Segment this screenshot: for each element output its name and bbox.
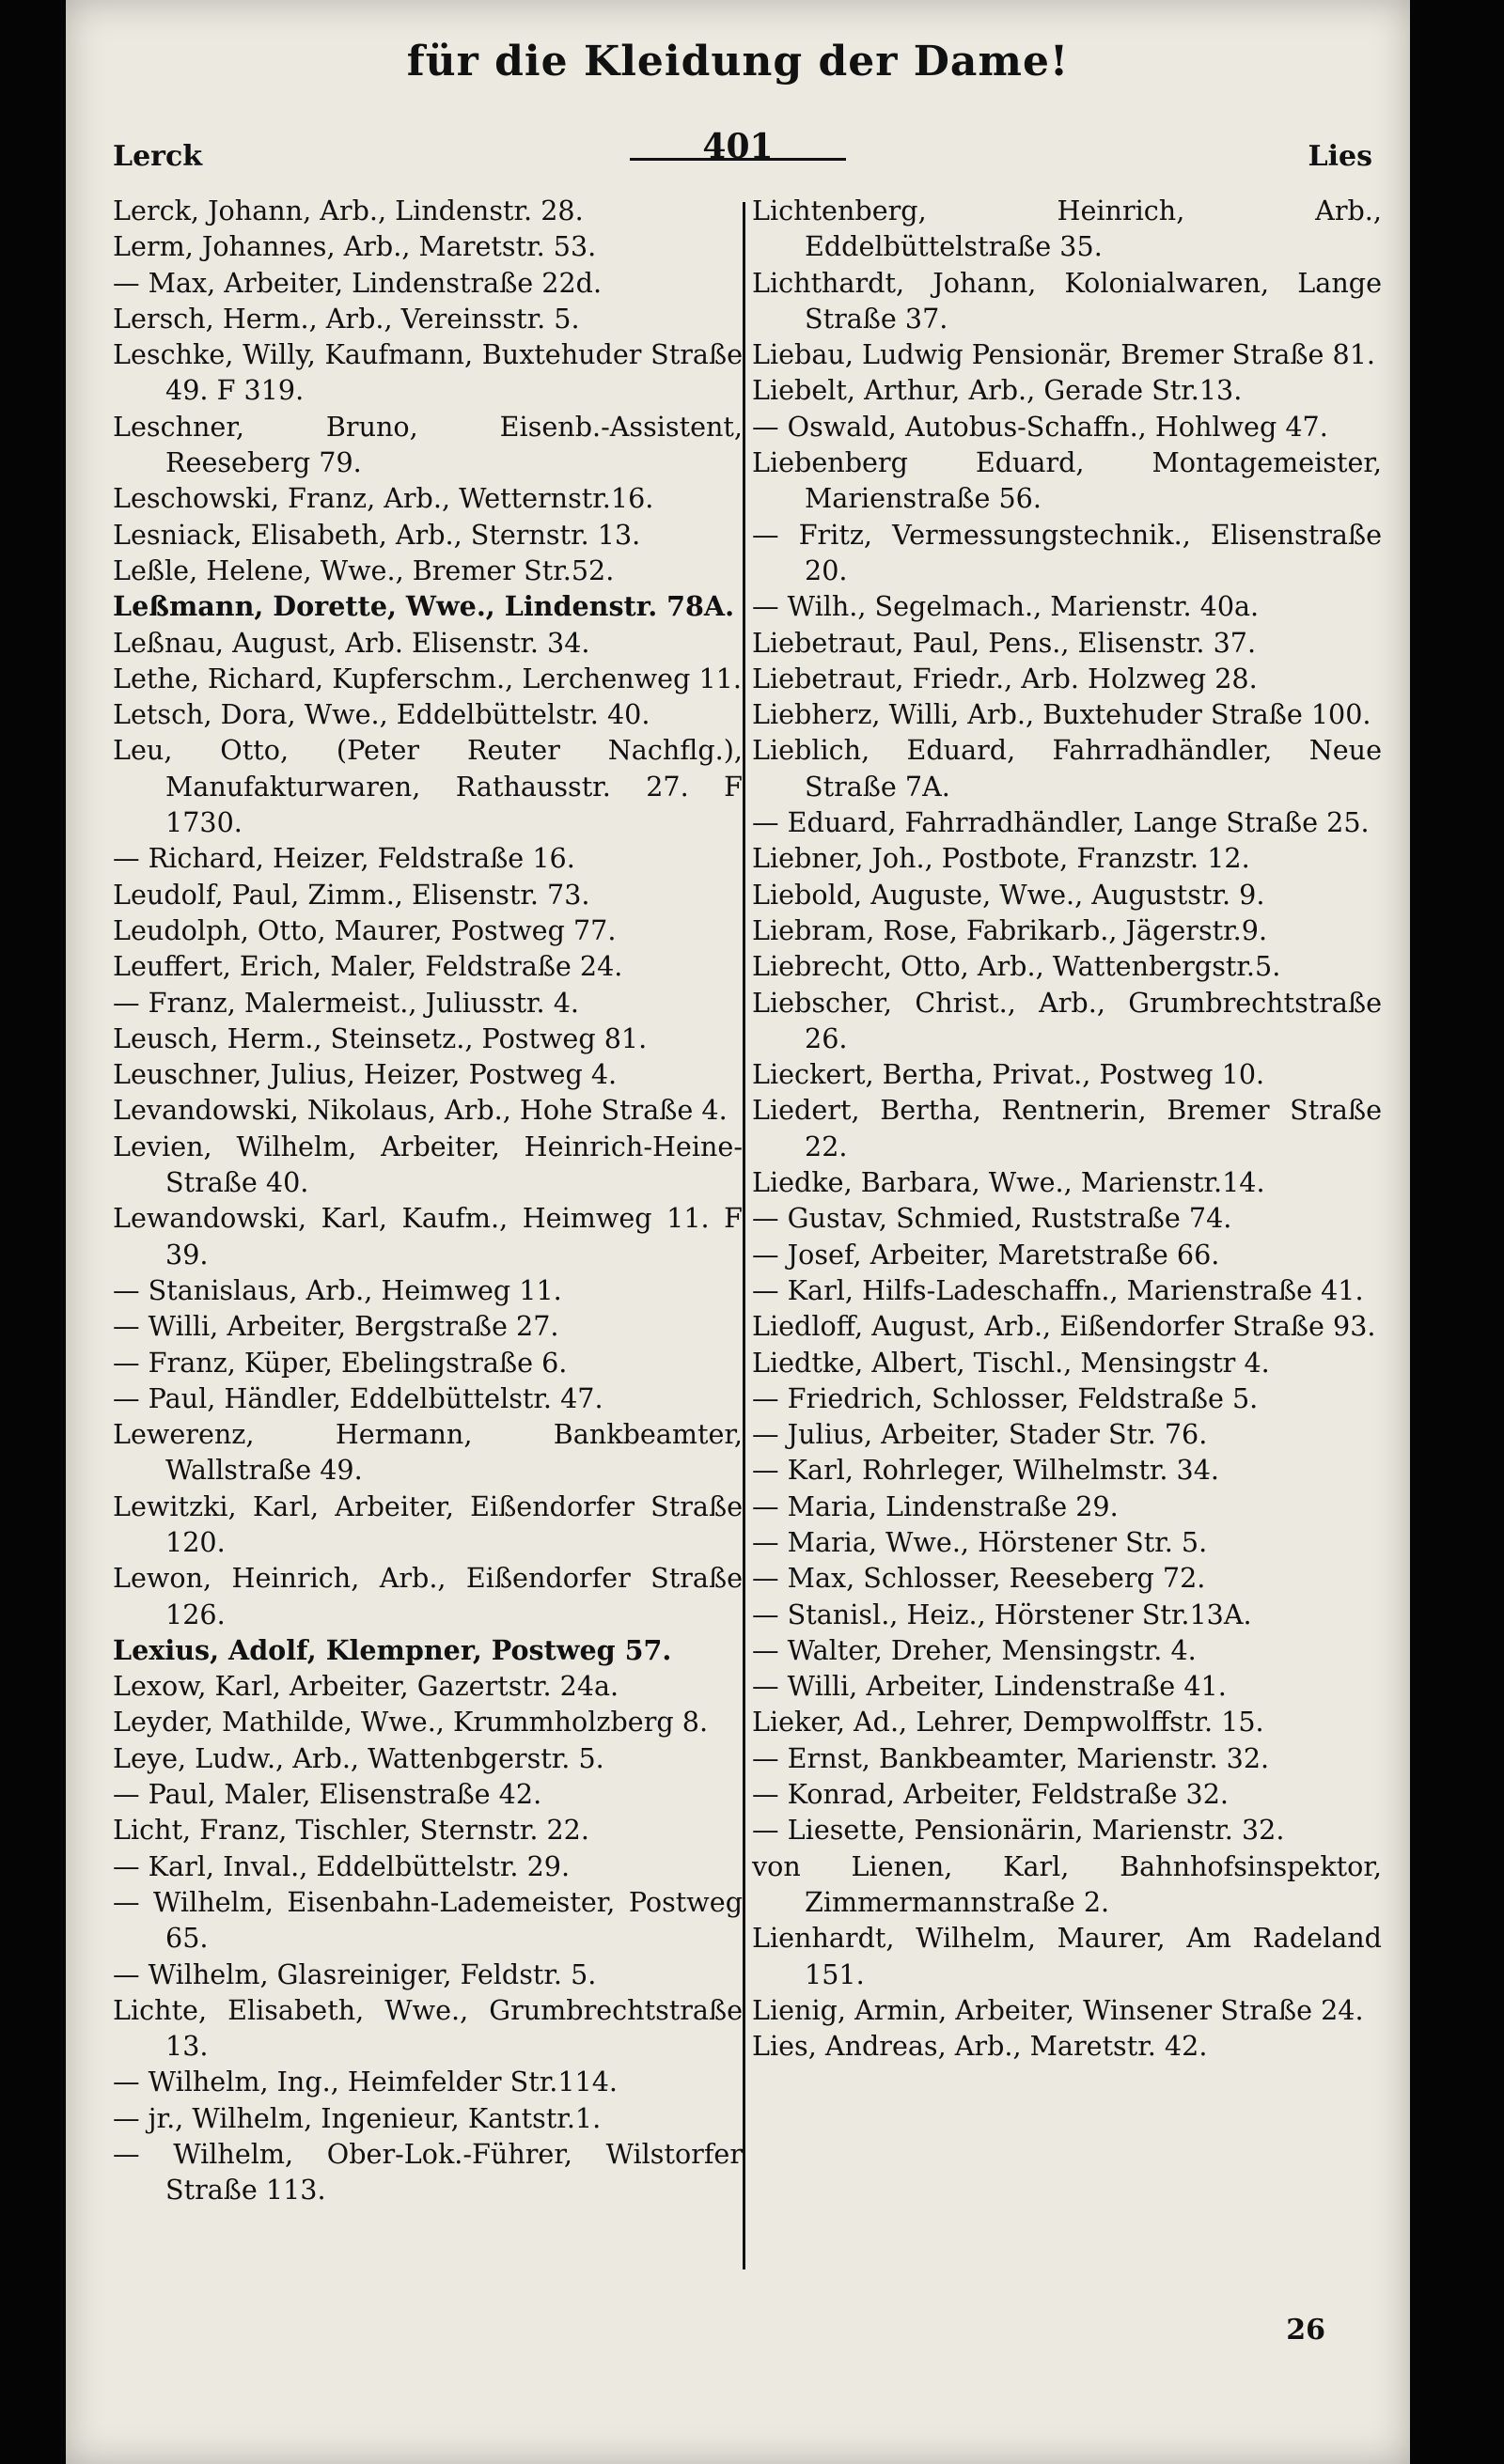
directory-entry: Lieckert, Bertha, Privat., Postweg 10. <box>752 1058 1265 1091</box>
directory-entry: — Franz, Malermeist., Juliusstr. 4. <box>113 986 579 1019</box>
directory-entry: — Stanisl., Heiz., Hörstener Str.13A. <box>752 1598 1252 1630</box>
directory-entry: Lethe, Richard, Kupferschm., Lerchenweg 11. <box>113 662 742 694</box>
directory-entry: Leyder, Mathilde, Wwe., Krummholzberg 8. <box>113 1706 709 1739</box>
directory-entry: — Wilhelm, Glasreiniger, Feldstr. 5. <box>113 1957 597 1990</box>
directory-entry: — Richard, Heizer, Feldstraße 16. <box>113 842 575 875</box>
directory-entry: Lexow, Karl, Arbeiter, Gazertstr. 24a. <box>113 1670 619 1703</box>
directory-entry: Liedke, Barbara, Wwe., Marienstr.14. <box>752 1166 1265 1199</box>
directory-entry: — Oswald, Autobus-Schaffn., Hohlweg 47. <box>752 410 1328 443</box>
directory-entry: Liedloff, August, Arb., Eißendorfer Straße 93. <box>752 1310 1376 1343</box>
header-rule <box>630 158 846 161</box>
directory-entry: Levien, Wilhelm, Arbeiter, Heinrich-Heine-Straße 40. <box>113 1130 743 1199</box>
directory-entry: Licht, Franz, Tischler, Sternstr. 22. <box>113 1814 589 1847</box>
directory-entry: — Wilh., Segelmach., Marienstr. 40a. <box>752 590 1260 623</box>
directory-entry: Lerck, Johann, Arb., Lindenstr. 28. <box>113 195 584 226</box>
directory-entry: Leschowski, Franz, Arb., Wetternstr.16. <box>113 482 654 515</box>
running-head-right: Lies <box>1308 140 1372 173</box>
directory-entry: Leuffert, Erich, Maler, Feldstraße 24. <box>113 950 623 983</box>
left-column <box>113 193 743 2208</box>
directory-entry: — Wilhelm, Ing., Heimfelder Str.114. <box>113 2066 619 2098</box>
directory-entry: — jr., Wilhelm, Ingenieur, Kantstr.1. <box>113 2101 602 2134</box>
directory-entry: Letsch, Dora, Wwe., Eddelbüttelstr. 40. <box>113 698 650 731</box>
directory-columns <box>113 193 1391 2279</box>
directory-entry: Liebetraut, Friedr., Arb. Holzweg 28. <box>752 662 1258 694</box>
page-number: 401 <box>702 127 774 166</box>
running-head <box>66 127 1410 174</box>
directory-entry: Liebetraut, Paul, Pens., Elisenstr. 37. <box>752 626 1257 659</box>
directory-entry: — Willi, Arbeiter, Lindenstraße 41. <box>752 1670 1227 1703</box>
directory-entry: — Paul, Maler, Elisenstraße 42. <box>113 1778 542 1811</box>
directory-entry: Leßle, Helene, Wwe., Bremer Str.52. <box>113 554 615 586</box>
directory-entry: — Wilhelm, Eisenbahn-Lademeister, Postweg 65. <box>113 1885 743 1955</box>
running-head-left: Lerck <box>113 140 203 173</box>
directory-entry: — Maria, Wwe., Hörstener Str. 5. <box>752 1525 1208 1558</box>
directory-entry: Lewitzki, Karl, Arbeiter, Eißendorfer Straße 120. <box>113 1489 743 1558</box>
directory-entry: von Lienen, Karl, Bahnhofsinspektor, Zimmermannstraße 2. <box>752 1849 1382 1918</box>
directory-entry: Liebscher, Christ., Arb., Grumbrechtstraße 26. <box>752 986 1382 1054</box>
directory-entry: Leudolph, Otto, Maurer, Postweg 77. <box>113 913 617 946</box>
directory-entry: Leusch, Herm., Steinsetz., Postweg 81. <box>113 1021 648 1054</box>
directory-entry: Lieker, Ad., Lehrer, Dempwolffstr. 15. <box>752 1706 1264 1739</box>
directory-entry: Lichthardt, Johann, Kolonialwaren, Lange Straße 37. <box>752 266 1382 335</box>
directory-entry: Liebold, Auguste, Wwe., Auguststr. 9. <box>752 878 1265 911</box>
directory-entry: — Eduard, Fahrradhändler, Lange Straße 25. <box>752 806 1370 839</box>
directory-entry: Lewerenz, Hermann, Bankbeamter, Wallstraße 49. <box>113 1418 743 1487</box>
directory-entry: Leßmann, Dorette, Wwe., Lindenstr. 78A. <box>113 590 735 623</box>
directory-entry: — Franz, Küper, Ebelingstraße 6. <box>113 1346 568 1379</box>
advertising-banner: für die Kleidung der Dame! <box>406 38 1070 86</box>
right-column <box>752 193 1382 2064</box>
directory-entry: Liebram, Rose, Fabrikarb., Jägerstr.9. <box>752 913 1268 946</box>
directory-entry: Leye, Ludw., Arb., Wattenbgerstr. 5. <box>113 1741 604 1774</box>
directory-entry: — Julius, Arbeiter, Stader Str. 76. <box>752 1418 1208 1451</box>
directory-entry: — Walter, Dreher, Mensingstr. 4. <box>752 1633 1197 1666</box>
directory-entry: — Stanislaus, Arb., Heimweg 11. <box>113 1273 562 1306</box>
directory-entry: — Maria, Lindenstraße 29. <box>752 1489 1119 1522</box>
directory-entry: Lesniack, Elisabeth, Arb., Sternstr. 13. <box>113 518 641 551</box>
directory-entry: Lichtenberg, Heinrich, Arb., Eddelbüttelstraße 35. <box>752 195 1382 263</box>
directory-entry: — Gustav, Schmied, Ruststraße 74. <box>752 1202 1232 1235</box>
directory-entry: Leudolf, Paul, Zimm., Elisenstr. 73. <box>113 878 590 911</box>
directory-entry: Liedert, Bertha, Rentnerin, Bremer Straße 22. <box>752 1094 1382 1162</box>
directory-entry: — Konrad, Arbeiter, Feldstraße 32. <box>752 1778 1230 1811</box>
directory-entry: Leschke, Willy, Kaufmann, Buxtehuder Straße 49. F 319. <box>113 338 743 407</box>
directory-entry: — Josef, Arbeiter, Maretstraße 66. <box>752 1238 1220 1271</box>
directory-entry: — Max, Schlosser, Reeseberg 72. <box>752 1562 1206 1595</box>
directory-entry: Liebner, Joh., Postbote, Franzstr. 12. <box>752 842 1250 875</box>
directory-entry: Leschner, Bruno, Eisenb.-Assistent, Reeseberg 79. <box>113 410 743 479</box>
directory-entry: — Max, Arbeiter, Lindenstraße 22d. <box>113 266 603 299</box>
directory-entry: Lienhardt, Wilhelm, Maurer, Am Radeland 151. <box>752 1922 1382 1990</box>
directory-entry: Liebau, Ludwig Pensionär, Bremer Straße 81. <box>752 338 1375 371</box>
directory-entry: — Friedrich, Schlosser, Feldstraße 5. <box>752 1381 1259 1414</box>
directory-entry: Liebherz, Willi, Arb., Buxtehuder Straße 100. <box>752 698 1371 731</box>
directory-entry: — Paul, Händler, Eddelbüttelstr. 47. <box>113 1381 603 1414</box>
directory-entry: Lewon, Heinrich, Arb., Eißendorfer Straße 126. <box>113 1562 743 1630</box>
directory-page <box>66 0 1410 2464</box>
directory-entry: Lienig, Armin, Arbeiter, Winsener Straße 24. <box>752 1993 1364 2026</box>
directory-entry: Leu, Otto, (Peter Reuter Nachflg.), Manufakturwaren, Rathausstr. 27. F 1730. <box>113 734 743 839</box>
directory-entry: Liebrecht, Otto, Arb., Wattenbergstr.5. <box>752 950 1281 983</box>
directory-entry: Lewandowski, Karl, Kaufm., Heimweg 11. F 39. <box>113 1202 743 1271</box>
directory-entry: Lersch, Herm., Arb., Vereinsstr. 5. <box>113 302 580 335</box>
directory-entry: — Liesette, Pensionärin, Marienstr. 32. <box>752 1814 1285 1847</box>
directory-entry: Lies, Andreas, Arb., Maretstr. 42. <box>752 2030 1208 2063</box>
directory-entry: — Karl, Inval., Eddelbüttelstr. 29. <box>113 1849 571 1882</box>
signature-mark: 26 <box>1286 2314 1325 2347</box>
directory-entry: Leuschner, Julius, Heizer, Postweg 4. <box>113 1058 618 1091</box>
directory-entry: — Karl, Rohrleger, Wilhelmstr. 34. <box>752 1454 1220 1487</box>
directory-entry: — Willi, Arbeiter, Bergstraße 27. <box>113 1310 559 1343</box>
directory-entry: — Ernst, Bankbeamter, Marienstr. 32. <box>752 1741 1270 1774</box>
directory-entry: — Fritz, Vermessungstechnik., Elisenstraße 20. <box>752 518 1382 586</box>
directory-entry: Levandowski, Nikolaus, Arb., Hohe Straße 4. <box>113 1094 728 1127</box>
directory-entry: — Wilhelm, Ober-Lok.-Führer, Wilstorfer Straße 113. <box>113 2138 743 2207</box>
directory-entry: Liebelt, Arthur, Arb., Gerade Str.13. <box>752 374 1243 407</box>
directory-entry: Lerm, Johannes, Arb., Maretstr. 53. <box>113 230 597 263</box>
directory-entry: Liedtke, Albert, Tischl., Mensingstr 4. <box>752 1346 1270 1379</box>
directory-entry: Lieblich, Eduard, Fahrradhändler, Neue Straße 7A. <box>752 734 1382 803</box>
directory-entry: Leßnau, August, Arb. Elisenstr. 34. <box>113 626 590 659</box>
directory-entry: Lexius, Adolf, Klempner, Postweg 57. <box>113 1633 672 1666</box>
directory-entry: Liebenberg Eduard, Montagemeister, Marienstraße 56. <box>752 446 1382 515</box>
directory-entry: Lichte, Elisabeth, Wwe., Grumbrechtstraße 13. <box>113 1993 743 2063</box>
column-divider <box>743 202 745 2269</box>
directory-entry: — Karl, Hilfs-Ladeschaffn., Marienstraße 41. <box>752 1273 1364 1306</box>
